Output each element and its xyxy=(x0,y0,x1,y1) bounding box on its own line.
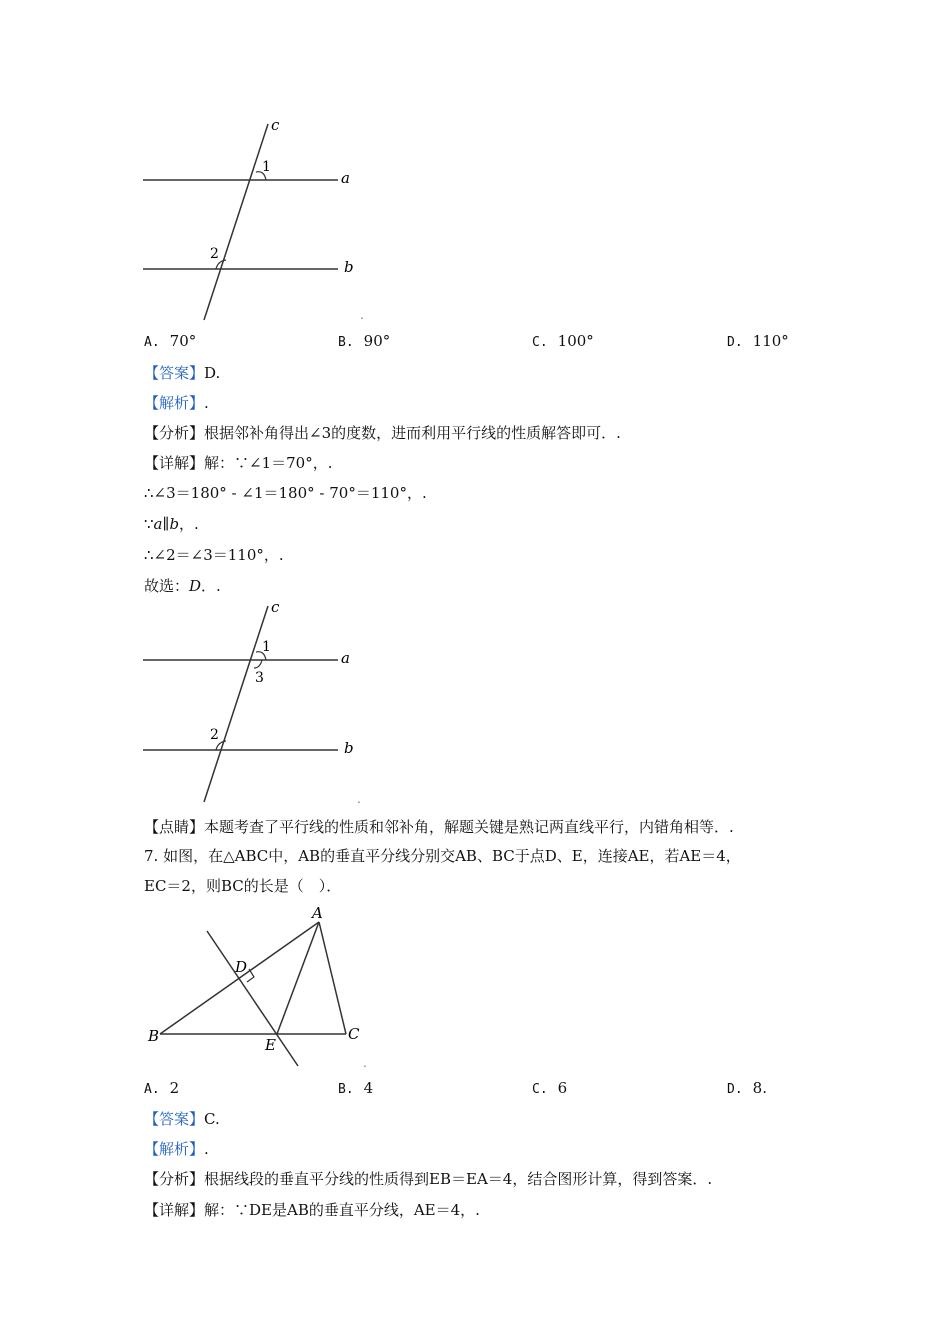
q7-fenxi: 【分析】根据线段的垂直平分线的性质得到EB＝EA＝4，结合图形计算，得到答案．. xyxy=(144,1170,713,1188)
q7-option-c: C. 6 xyxy=(532,1079,568,1097)
label-A: A xyxy=(312,904,323,922)
q6-option-c: C. 100° xyxy=(532,332,594,350)
q7-xiangjie: 【详解】解：∵DE是AB的垂直平分线，AE＝4，. xyxy=(144,1201,480,1219)
label-b: b xyxy=(344,739,354,757)
label-D: D xyxy=(235,958,248,976)
label-B: B xyxy=(148,1027,160,1045)
bisector-DE xyxy=(207,931,298,1066)
angle-3-arc xyxy=(254,660,262,668)
q6-option-b: B. 90° xyxy=(338,332,391,350)
q6-xiangjie: 【详解】解：∵∠1＝70°，. xyxy=(144,454,333,472)
label-b: b xyxy=(344,258,354,276)
label-c: c xyxy=(271,598,280,616)
label-a: a xyxy=(341,169,350,187)
q6-step-1: ∴∠3＝180° - ∠1＝180° - 70°＝110°，. xyxy=(144,484,427,502)
q7-jiexi: 【解析】. xyxy=(144,1140,209,1158)
q6-step-2: ∵a∥b，. xyxy=(144,515,199,533)
line-c xyxy=(204,606,268,802)
q7-stem-line-1: 7. 如图，在△ABC中，AB的垂直平分线分别交AB、BC于点D、E，连接AE，若AE＝4， xyxy=(144,847,741,865)
q6-option-a: A. 70° xyxy=(144,332,197,350)
q7-stem-line-2: EC＝2，则BC的长是（ ）． xyxy=(144,877,342,895)
side-AC xyxy=(319,922,346,1034)
segment-AE xyxy=(277,922,319,1034)
q7-option-a: A. 2 xyxy=(144,1079,180,1097)
q7-option-d: D. 8. xyxy=(727,1079,767,1097)
label-C: C xyxy=(348,1025,360,1043)
label-c: c xyxy=(271,116,280,134)
right-angle-mark xyxy=(247,969,254,982)
q7-option-b: B. 4 xyxy=(338,1079,374,1097)
line-c xyxy=(204,124,268,320)
label-E: E xyxy=(265,1036,276,1054)
q6-fenxi: 【分析】根据邻补角得出∠3的度数，进而利用平行线的性质解答即可．. xyxy=(144,424,621,442)
label-angle-2: 2 xyxy=(210,727,219,743)
label-angle-1: 1 xyxy=(262,639,271,655)
label-angle-2: 2 xyxy=(210,246,219,262)
q6-dianjing: 【点睛】本题考查了平行线的性质和邻补角，解题关键是熟记两直线平行，内错角相等．. xyxy=(144,818,734,836)
q6-conclusion: 故选：D．. xyxy=(144,577,221,595)
parallel-lines-figure-1 xyxy=(138,112,368,327)
q7-answer: 【答案】C. xyxy=(144,1110,220,1128)
label-a: a xyxy=(341,649,350,667)
q6-answer: 【答案】D. xyxy=(144,364,221,382)
label-angle-3: 3 xyxy=(255,670,264,686)
q6-jiexi: 【解析】. xyxy=(144,394,209,412)
parallel-lines-figure-2 xyxy=(138,594,368,809)
q6-option-d: D. 110° xyxy=(727,332,789,350)
label-angle-1: 1 xyxy=(262,159,271,175)
document-page: c a b 1 2 . A. 70° B. 90° C. 100° D. 110° 【答案】D. 【解析】. 【分析】根据邻补角得出∠3的度数，进而利用平行线的性质解答即可．. 【详解】解：∵∠1＝70°，. ∴∠3＝180° - ∠1＝180° - 70°＝110°，. ∵a∥b，. ∴∠2＝∠3＝110°，. 故选：D．. c a b 1 3 2 . 【点睛】本题考查了平行线的性质和邻补角，解题关键是熟记两直线平行，内错角相等．. 7. 如图，在△ABC中，AB的垂直平分线分别交AB、BC于点D、E，连接AE，若AE＝4， EC＝2，则BC的长是（ ）． A B C D E . A. 2 B. 4 C. 6 D. 8. 【答案】C. 【解析】. 【分析】根据线段的垂直平分线的性质得到EB＝EA＝4，结合图形计算，得到答案．. 【详解】解：∵DE是AB的垂直平分线，AE＝4，. xyxy=(0,0,950,1344)
triangle-figure xyxy=(140,900,380,1075)
q6-step-3: ∴∠2＝∠3＝110°，. xyxy=(144,546,284,564)
